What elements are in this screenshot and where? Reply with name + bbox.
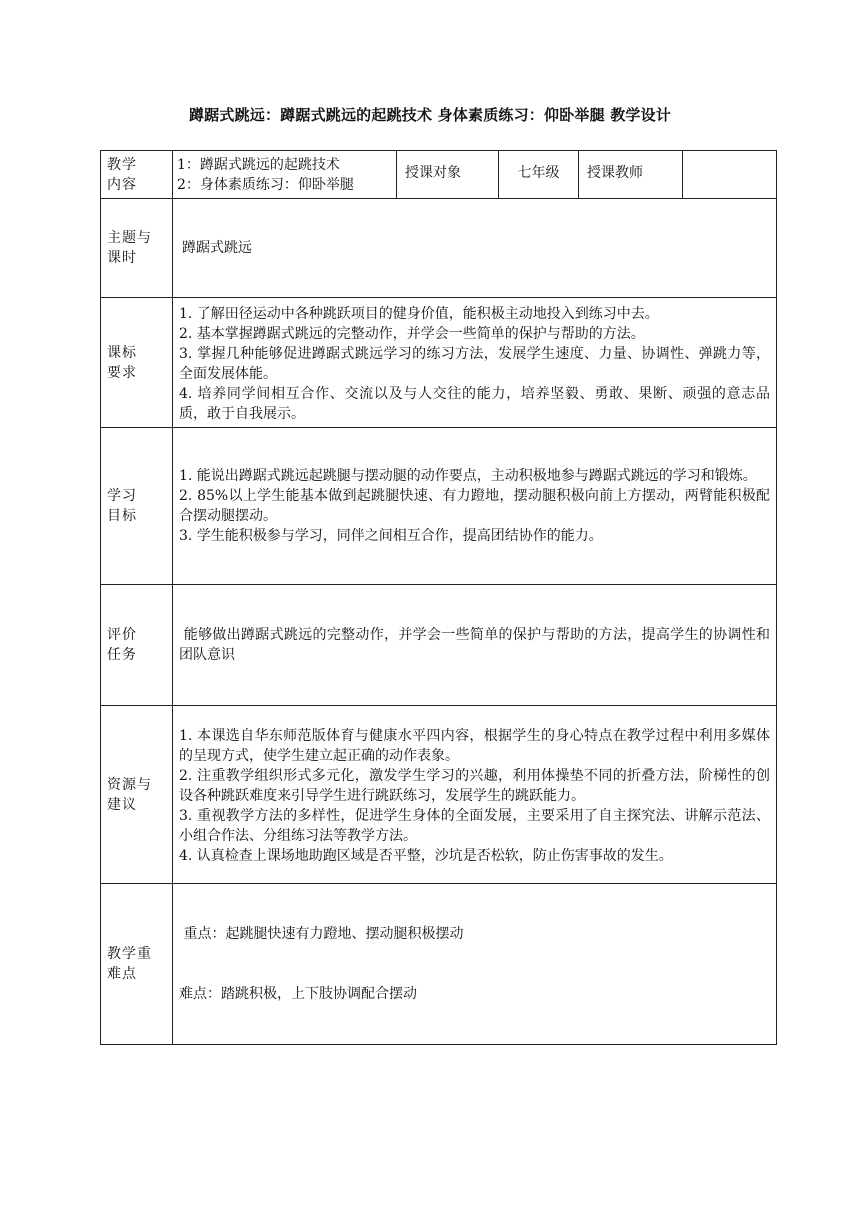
label-line: 任务	[107, 647, 137, 663]
text-line: 蹲踞式跳远	[182, 240, 252, 256]
audience-value: 七年级	[499, 151, 579, 199]
label-topic	[101, 199, 173, 298]
text-line: 4. 培养同学间相互合作、交流以及与人交往的能力，培养坚毅、勇敢、果断、顽强的意志品质，敢于自我展示。	[179, 385, 770, 422]
label-line: 课时	[107, 250, 137, 266]
resources-cell	[173, 706, 777, 884]
key-points-cell	[173, 884, 777, 1045]
label-line: 教学	[107, 156, 137, 173]
table-row-teaching-content	[101, 151, 777, 199]
teacher-value	[683, 151, 777, 199]
label-resources	[101, 706, 173, 884]
objectives-cell	[173, 428, 777, 585]
text-line: 1. 能说出蹲踞式跳远起跳腿与摆动腿的动作要点，主动积极地参与蹲踞式跳远的学习和锻炼。	[179, 468, 757, 484]
text-line: 1. 本课选自华东师范版体育与健康水平四内容，根据学生的身心特点在教学过程中利用多媒体的呈现方式，使学生建立起正确的动作表象。	[179, 727, 770, 764]
teaching-content-cell	[173, 151, 397, 199]
label-line: 目标	[107, 508, 137, 524]
label-line: 建议	[107, 796, 137, 813]
table-row-standards	[101, 298, 777, 428]
label-line: 主题与	[107, 230, 152, 246]
table-row-topic	[101, 199, 777, 298]
table-row-objectives	[101, 428, 777, 585]
lesson-plan-table	[100, 150, 777, 1045]
label-line: 要求	[107, 364, 137, 381]
text-line: 3. 重视教学方法的多样性，促进学生身体的全面发展，主要采用了自主探究法、讲解示范法、小组合作法、分组练习法等教学方法。	[179, 807, 770, 844]
label-objectives	[101, 428, 173, 585]
text-line: 重点：起跳腿快速有力蹬地、摆动腿积极摆动	[179, 926, 464, 942]
content-line: 1：蹲踞式跳远的起跳技术	[177, 156, 340, 173]
label-key-points	[101, 884, 173, 1045]
text-line: 3. 掌握几种能够促进蹲踞式跳远学习的练习方法，发展学生速度、力量、协调性、弹跳力等，全面发展体能。	[179, 345, 770, 382]
text-line: 难点：踏跳积极，上下肢协调配合摆动	[179, 986, 417, 1002]
content-line: 2：身体素质练习：仰卧举腿	[177, 176, 354, 193]
document-title: 蹲踞式跳远：蹲踞式跳远的起跳技术 身体素质练习：仰卧举腿 教学设计	[188, 106, 672, 124]
teacher-label: 授课教师	[579, 151, 683, 199]
text-line: 3. 学生能积极参与学习，同伴之间相互合作，提高团结协作的能力。	[179, 528, 603, 544]
table-row-resources	[101, 706, 777, 884]
table-row-assessment	[101, 585, 777, 706]
topic-cell	[173, 199, 777, 298]
table-row-key-points	[101, 884, 777, 1045]
text-line: 2. 注重教学组织形式多元化，激发学生学习的兴趣，利用体操垫不同的折叠方法，阶梯性的创设各种跳跃难度来引导学生进行跳跃练习，发展学生的跳跃能力。	[179, 767, 770, 804]
label-standards	[101, 298, 173, 428]
label-line: 学习	[107, 488, 137, 504]
label-line: 资源与	[107, 776, 152, 793]
label-line: 难点	[107, 966, 137, 982]
label-teaching-content	[101, 151, 173, 199]
standards-cell	[173, 298, 777, 428]
audience-label: 授课对象	[397, 151, 499, 199]
assessment-cell	[173, 585, 777, 706]
text-line: 能够做出蹲踞式跳远的完整动作，并学会一些简单的保护与帮助的方法，提高学生的协调性和团队意识	[179, 627, 771, 663]
text-line: 4. 认真检查上课场地助跑区域是否平整，沙坑是否松软，防止伤害事故的发生。	[179, 847, 673, 864]
text-line: 1. 了解田径运动中各种跳跃项目的健身价值，能积极主动地投入到练习中去。	[179, 305, 659, 322]
label-line: 评价	[107, 627, 137, 643]
label-line: 课标	[107, 344, 137, 361]
text-line: 2. 85%以上学生能基本做到起跳腿快速、有力蹬地，摆动腿积极向前上方摆动，两臂能积极配合摆动腿摆动。	[179, 488, 770, 524]
label-assessment	[101, 585, 173, 706]
label-line: 内容	[107, 176, 137, 193]
text-line: 2. 基本掌握蹲踞式跳远的完整动作，并学会一些简单的保护与帮助的方法。	[179, 325, 645, 342]
label-line: 教学重	[107, 946, 152, 962]
